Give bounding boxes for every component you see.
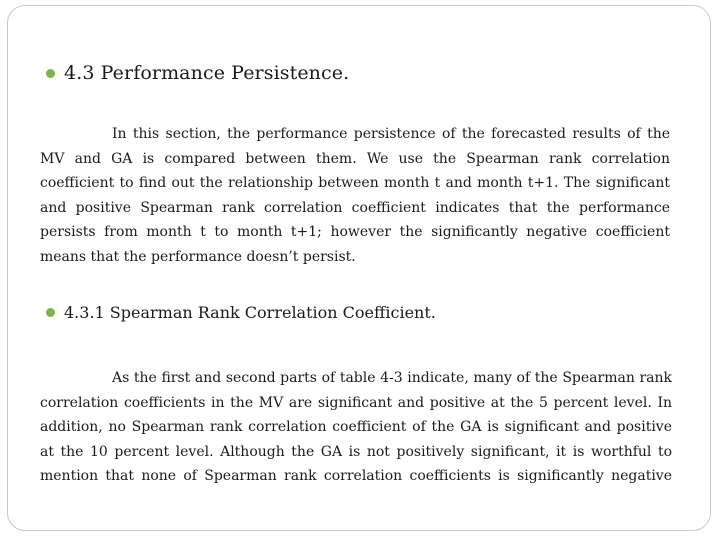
bullet-icon	[46, 69, 55, 78]
paragraph-line: and positive Spearman rank correlation coefficient indicates that the performance	[40, 199, 670, 216]
paragraph-line: As the first and second parts of table 4-3 indicate, many of the Spearman rank	[112, 370, 672, 386]
paragraph-line: mention that none of Spearman rank correlation coefficients is significantly negative	[40, 468, 672, 484]
paragraph-line: at the 10 percent level. Although the GA is not positively significant, it is worthful to	[40, 443, 672, 460]
paragraph-line: coefficient to find out the relationship between month t and month t+1. The significant	[40, 175, 670, 191]
paragraph-spearman	[40, 366, 672, 489]
bullet-icon	[46, 308, 55, 317]
section-heading-4-3-1	[46, 303, 436, 322]
section-heading-4-3-text: 4.3 Performance Persistence.	[64, 62, 350, 84]
section-heading-4-3-1-text: 4.3.1 Spearman Rank Correlation Coefficient.	[64, 303, 436, 322]
paragraph-line: means that the performance doesn’t persist.	[40, 248, 356, 265]
paragraph-line: addition, no Spearman rank correlation coefficient of the GA is significant and positive	[40, 419, 672, 435]
paragraph-line: persists from month t to month t+1; however the significantly negative coefficient	[40, 224, 670, 240]
paragraph-line: correlation coefficients in the MV are significant and positive at the 5 percent level. In	[40, 394, 672, 411]
section-heading-4-3	[46, 62, 349, 84]
paragraph-line: In this section, the performance persistence of the forecasted results of the	[112, 126, 670, 142]
paragraph-line: MV and GA is compared between them. We use the Spearman rank correlation	[40, 150, 670, 167]
paragraph-performance-persistence	[40, 122, 670, 269]
